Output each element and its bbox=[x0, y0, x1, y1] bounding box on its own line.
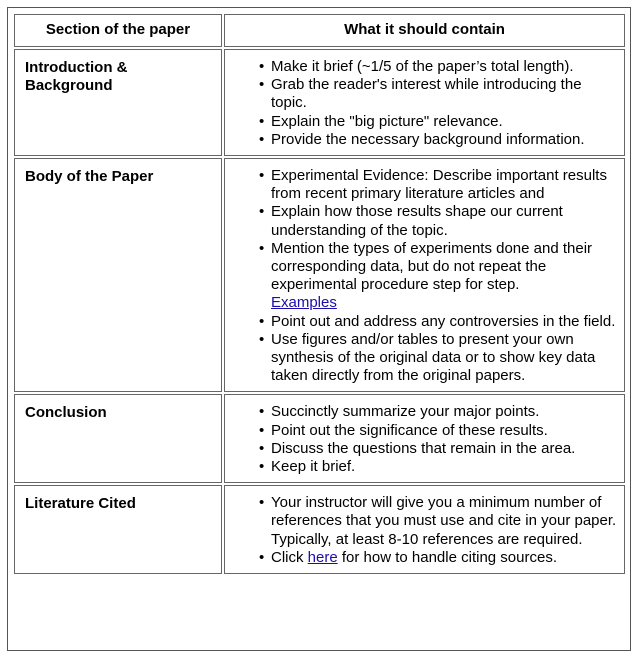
content-list bbox=[233, 403, 618, 476]
list-item: • Grab the reader's interest while introducing the topic. bbox=[271, 76, 618, 112]
list-item: • Explain the "big picture" relevance. bbox=[271, 113, 618, 131]
paper-sections-table bbox=[12, 12, 627, 576]
list-item: • Point out the significance of these results. bbox=[271, 422, 618, 440]
table-row-body bbox=[14, 158, 625, 392]
section-content bbox=[224, 394, 625, 483]
content-list bbox=[233, 494, 618, 567]
list-item: • Experimental Evidence: Describe important results from recent primary literature articles and bbox=[271, 167, 618, 203]
table-row-conclusion bbox=[14, 394, 625, 483]
list-item: • Use figures and/or tables to present your own synthesis of the original data or to show key data taken directly from the original papers. bbox=[271, 331, 618, 386]
list-item-text: Click bbox=[271, 548, 308, 566]
list-item-text: for how to handle citing sources. bbox=[337, 548, 557, 566]
list-item: • Point out and address any controversies in the field. bbox=[271, 313, 618, 331]
section-title: Literature Cited bbox=[14, 485, 222, 574]
list-item: • Succinctly summarize your major points. bbox=[271, 403, 618, 421]
section-title: Body of the Paper bbox=[14, 158, 222, 392]
section-content bbox=[224, 158, 625, 392]
list-item: • Your instructor will give you a minimum number of references that you must use and cite in your paper. Typically, at least 8-10 references are required. bbox=[271, 494, 618, 549]
content-list bbox=[233, 167, 618, 385]
list-item: • Discuss the questions that remain in the area. bbox=[271, 440, 618, 458]
list-item bbox=[271, 549, 618, 567]
table-row-literature bbox=[14, 485, 625, 574]
header-section: Section of the paper bbox=[14, 14, 222, 47]
list-item-text: Mention the types of experiments done and their corresponding data, but do not repeat the experimental procedure step for step. bbox=[271, 239, 593, 294]
list-item bbox=[271, 240, 618, 313]
here-link[interactable]: here bbox=[307, 548, 338, 566]
list-item: • Keep it brief. bbox=[271, 458, 618, 476]
section-content bbox=[224, 485, 625, 574]
list-item: • Explain how those results shape our current understanding of the topic. bbox=[271, 203, 618, 239]
section-content bbox=[224, 49, 625, 156]
list-item: • Make it brief (~1/5 of the paper’s total length). bbox=[271, 58, 618, 76]
header-content: What it should contain bbox=[224, 14, 625, 47]
table-row-introduction bbox=[14, 49, 625, 156]
content-list bbox=[233, 58, 618, 149]
examples-link[interactable]: Examples bbox=[271, 294, 337, 312]
section-title: Conclusion bbox=[14, 394, 222, 483]
list-item: • Provide the necessary background information. bbox=[271, 131, 618, 149]
section-title: Introduction & Background bbox=[14, 49, 222, 156]
header-row bbox=[14, 14, 625, 47]
